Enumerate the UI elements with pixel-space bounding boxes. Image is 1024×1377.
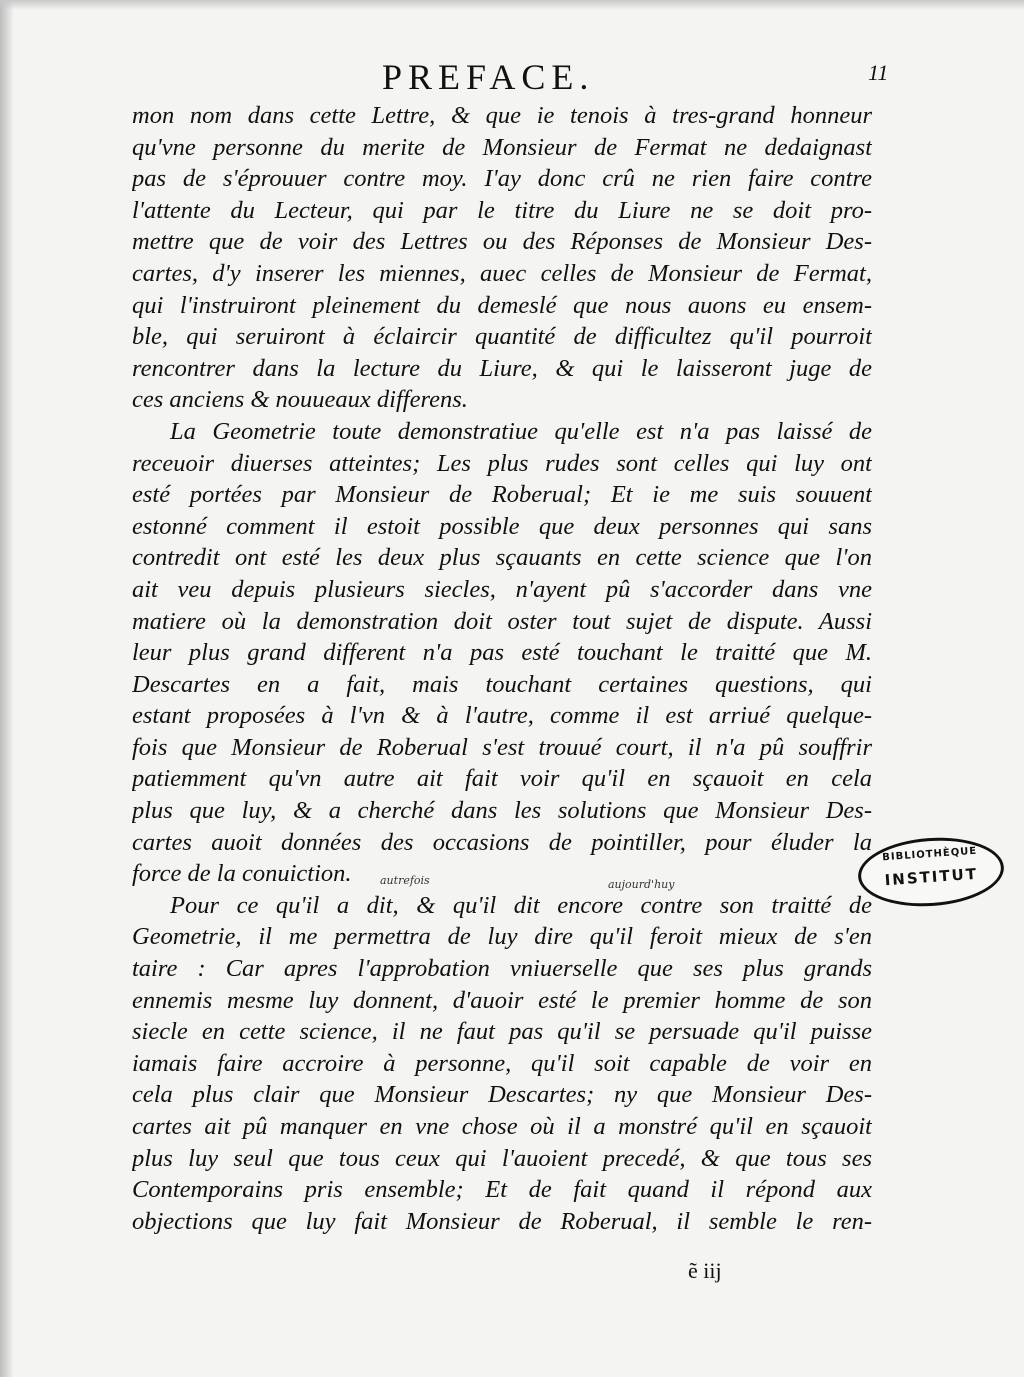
text-line: Contemporains pris ensemble; Et de fait quand il répond aux	[132, 1176, 872, 1204]
handwritten-annotation: aujourd'huy	[608, 878, 675, 891]
text-line: mettre que de voir des Lettres ou des Réponses de Monsieur Des-	[132, 228, 872, 256]
text-line: Geometrie, il me permettra de luy dire qu'il feroit mieux de s'en	[132, 923, 872, 951]
text-line: ait veu depuis plusieurs siecles, n'ayent pû s'accorder dans vne	[132, 575, 872, 603]
text-line: cartes auoit données des occasions de pointiller, pour éluder la	[132, 828, 872, 856]
text-line: cartes ait pû manquer en vne chose où il a monstré qu'il en sçauoit	[132, 1113, 872, 1140]
text-line: force de la conuiction.	[132, 860, 352, 888]
text-line: esté portées par Monsieur de Roberual; Et ie me suis souuent	[132, 481, 872, 509]
text-line: iamais faire accroire à personne, qu'il soit capable de voir en	[132, 1049, 872, 1077]
text-line: estant proposées à l'vn & à l'autre, comme il est arriué quelque-	[132, 702, 872, 730]
paragraph-start-line: Pour ce qu'il a dit, & qu'il dit encore contre son traitté de	[170, 891, 872, 919]
text-line: matiere où la demonstration doit oster tout sujet de dispute. Aussi	[132, 607, 872, 635]
text-line: mon nom dans cette Lettre, & que ie tenois à tres-grand honneur	[132, 102, 872, 129]
text-line: ennemis mesme luy donnent, d'auoir esté le premier homme de son	[132, 986, 872, 1014]
text-line: qui l'instruiront pleinement du demeslé que nous auons eu ensem-	[132, 291, 872, 319]
stamp-bottom-text: INSTITUT	[884, 864, 979, 890]
text-line: plus luy seul que tous ceux qui l'auoient precedé, & que tous ses	[132, 1144, 872, 1172]
text-line: ces anciens & nouueaux differens.	[132, 386, 468, 414]
text-line: ble, qui seruiront à éclaircir quantité de difficultez qu'il pourroit	[132, 323, 872, 351]
text-line: receuoir diuerses atteintes; Les plus rudes sont celles qui luy ont	[132, 449, 872, 477]
text-line: cartes, d'y inserer les miennes, auec celles de Monsieur de Fermat,	[132, 259, 872, 287]
text-line: rencontrer dans la lecture du Liure, & qui le laisseront juge de	[132, 354, 872, 382]
text-line: l'attente du Lecteur, qui par le titre du Liure ne se doit pro-	[132, 196, 872, 224]
text-line: siecle en cette science, il ne faut pas qu'il se persuade qu'il puisse	[132, 1018, 872, 1046]
folio-number: 11	[868, 60, 889, 85]
scan-edge-shadow	[0, 0, 14, 1377]
text-line: leur plus grand different n'a pas esté touchant le traitté que M.	[132, 639, 872, 667]
page-header	[0, 56, 1024, 100]
page-title: PREFACE.	[382, 57, 595, 97]
handwritten-annotation: autrefois	[380, 874, 430, 887]
text-line: fois que Monsieur de Roberual s'est trouué court, il n'a pû souffrir	[132, 733, 872, 761]
text-line: plus que luy, & a cherché dans les solutions que Monsieur Des-	[132, 797, 872, 825]
paragraph-start-line: La Geometrie toute demonstratiue qu'elle est n'a pas laissé de	[170, 417, 872, 445]
text-line: pas de s'éprouuer contre moy. I'ay donc crû ne rien faire contre	[132, 165, 872, 193]
text-line: taire : Car apres l'approbation vniuerselle que ses plus grands	[132, 955, 872, 983]
text-line: cela plus clair que Monsieur Descartes; ny que Monsieur Des-	[132, 1081, 872, 1109]
body-text	[132, 100, 872, 1237]
signature-mark: ẽ iij	[688, 1258, 722, 1283]
text-line: estonné comment il estoit possible que deux personnes qui sans	[132, 512, 872, 540]
text-line: Descartes en a fait, mais touchant certaines questions, qui	[132, 670, 872, 698]
library-stamp	[856, 833, 1006, 911]
text-line: objections que luy fait Monsieur de Roberual, il semble le ren-	[132, 1207, 872, 1235]
text-line: contredit ont esté les deux plus sçauants en cette science que l'on	[132, 544, 872, 572]
stamp-top-text: BIBLIOTHÈQUE	[881, 845, 978, 864]
text-line: qu'vne personne du merite de Monsieur de Fermat ne dedaignast	[132, 133, 872, 161]
text-line: patiemment qu'vn autre ait fait voir qu'il en sçauoit en cela	[132, 765, 872, 793]
scan-top-shadow	[0, 0, 1024, 10]
